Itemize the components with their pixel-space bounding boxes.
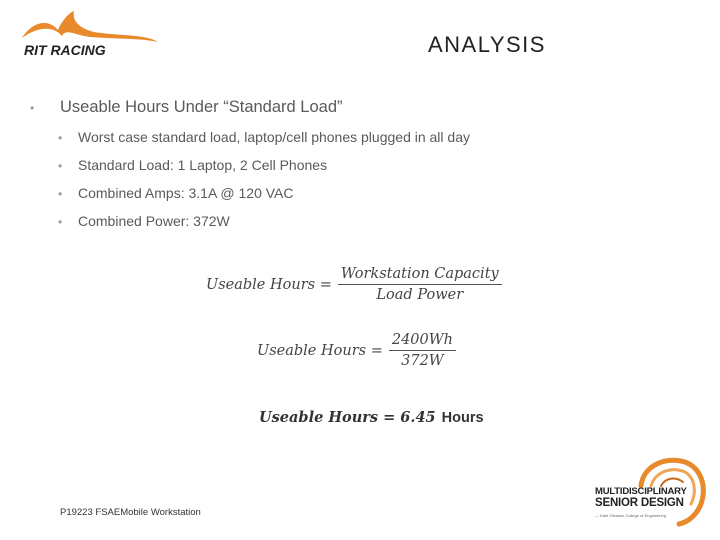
rit-racing-logo [18,8,168,60]
equation-lhs: Useable Hours = [257,342,383,359]
rit-racing-swoosh-icon [18,8,168,60]
fraction-denominator: Load Power [376,287,464,303]
fraction [389,332,456,369]
bullet-list [30,98,670,229]
equation-formula [206,266,502,303]
bullet-dot-icon: • [58,215,63,229]
bullet-dot-icon: • [58,187,63,201]
msd-logo-line2: SENIOR DESIGN [595,497,684,509]
bullet-dot-icon: • [58,131,63,145]
equation-result [259,409,484,426]
msd-logo [593,456,711,528]
bullet-dot-icon: • [30,101,35,115]
sub-bullet-text: Combined Power: 372W [78,213,230,229]
sub-bullet-text: Worst case standard load, laptop/cell phones plugged in all day [78,129,470,145]
sub-bullet [58,185,670,201]
slide-title: ANALYSIS [428,32,546,57]
fraction-numerator: 2400Wh [389,332,456,351]
msd-logo-line1: MULTIDISCIPLINARY [595,486,687,497]
equation-result-lhs: Useable Hours = 6.45 [259,409,436,426]
main-bullet-text: Useable Hours Under “Standard Load” [60,98,343,116]
sub-bullet [58,129,670,145]
rit-racing-logo-text: RIT RACING [24,42,106,58]
bullet-dot-icon: • [58,159,63,173]
sub-bullet [58,213,670,229]
sub-bullet [58,157,670,173]
footer-text: P19223 FSAEMobile Workstation [60,507,201,518]
equation-lhs: Useable Hours = [206,276,332,293]
fraction-denominator: 372W [401,353,444,369]
equation-result-unit: Hours [441,409,484,426]
sub-bullet-text: Combined Amps: 3.1A @ 120 VAC [78,185,294,201]
main-bullet [30,98,670,117]
fraction-numerator: Workstation Capacity [338,266,502,285]
equation-substituted [257,332,456,369]
fraction [338,266,502,303]
sub-bullet-text: Standard Load: 1 Laptop, 2 Cell Phones [78,157,328,173]
msd-logo-line3: — Kate Gleason College of Engineering [595,513,666,518]
